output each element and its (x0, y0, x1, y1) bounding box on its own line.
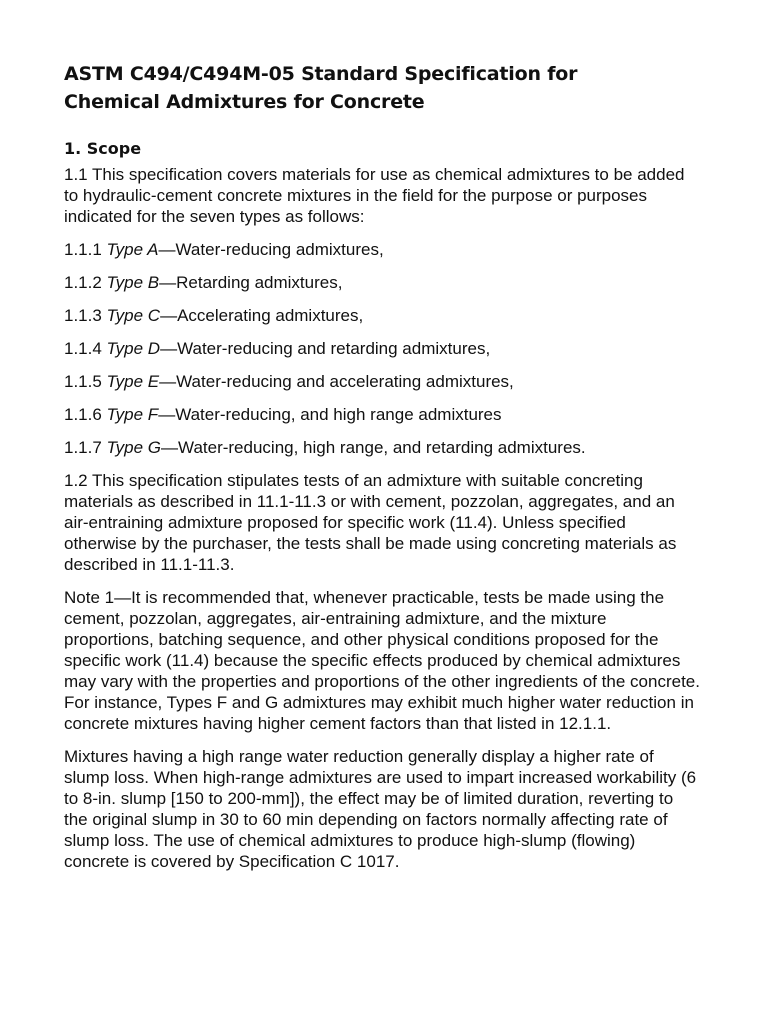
list-item (64, 305, 700, 326)
document-title-line-2: Chemical Admixtures for Concrete (64, 91, 425, 113)
item-type: Type E (106, 372, 160, 391)
item-text: —Water-reducing admixtures, (158, 240, 384, 259)
item-type: Type A (106, 240, 159, 259)
item-number: 1.1.1 (64, 240, 102, 259)
item-number: 1.1.6 (64, 405, 102, 424)
item-type: Type D (106, 339, 161, 358)
list-item (64, 371, 700, 392)
item-text: —Water-reducing and retarding admixtures, (160, 339, 491, 358)
item-number: 1.1.7 (64, 438, 102, 457)
paragraph-1-1: 1.1 This specification covers materials for use as chemical admixtures to be added to hydraulic-cement concrete mixtures in the field for the purpose or purposes indicated for the seven types as follows: (64, 165, 685, 226)
paragraph-1-2: 1.2 This specification stipulates tests of an admixture with suitable concreting materials as described in 11.1-11.3 or with cement, pozzolan, aggregates, and an air-entraining admixture proposed for specific work (11.4). Unless specified otherwise by the purchaser, the tests shall be made using concreting materials as described in 11.1-11.3. (64, 471, 677, 574)
list-item (64, 239, 700, 260)
item-number: 1.1.3 (64, 306, 102, 325)
list-item (64, 404, 700, 425)
item-type: Type F (106, 405, 159, 424)
item-text: —Retarding admixtures, (159, 273, 343, 292)
document-title-line-1: ASTM C494/C494M-05 Standard Specification for (64, 63, 578, 85)
section-heading-scope: 1. Scope (64, 139, 142, 158)
list-item (64, 437, 700, 458)
document-page (64, 60, 700, 884)
item-text: —Water-reducing, high range, and retarding admixtures. (161, 438, 586, 457)
item-type: Type C (106, 306, 161, 325)
paragraph-mixtures: Mixtures having a high range water reduction generally display a higher rate of slump loss. When high-range admixtures are used to impart increased workability (6 to 8-in. slump [150 to 200-mm]), the effect may be of limited duration, reverting to the original slump in 30 to 60 min depending on factors normally affecting rate of slump loss. The use of chemical admixtures to produce high-slump (flowing) concrete is covered by Specification C 1017. (64, 747, 697, 871)
list-item (64, 338, 700, 359)
note-1: Note 1—It is recommended that, whenever practicable, tests be made using the cement, pozzolan, aggregates, air-entraining admixture, and the mixture proportions, batching sequence, and other physical conditions proposed for the specific work (11.4) because the specific effects produced by chemical admixtures may vary with the properties and proportions of the other ingredients of the concrete. For instance, Types F and G admixtures may exhibit much higher water reduction in concrete mixtures having higher cement factors than that listed in 12.1.1. (64, 588, 700, 733)
item-number: 1.1.2 (64, 273, 102, 292)
item-text: —Water-reducing and accelerating admixtures, (159, 372, 514, 391)
item-type: Type B (106, 273, 160, 292)
item-number: 1.1.5 (64, 372, 102, 391)
list-item (64, 272, 700, 293)
item-number: 1.1.4 (64, 339, 102, 358)
document-title (64, 60, 700, 116)
item-text: —Water-reducing, and high range admixtures (158, 405, 502, 424)
item-type: Type G (106, 438, 162, 457)
item-text: —Accelerating admixtures, (160, 306, 364, 325)
